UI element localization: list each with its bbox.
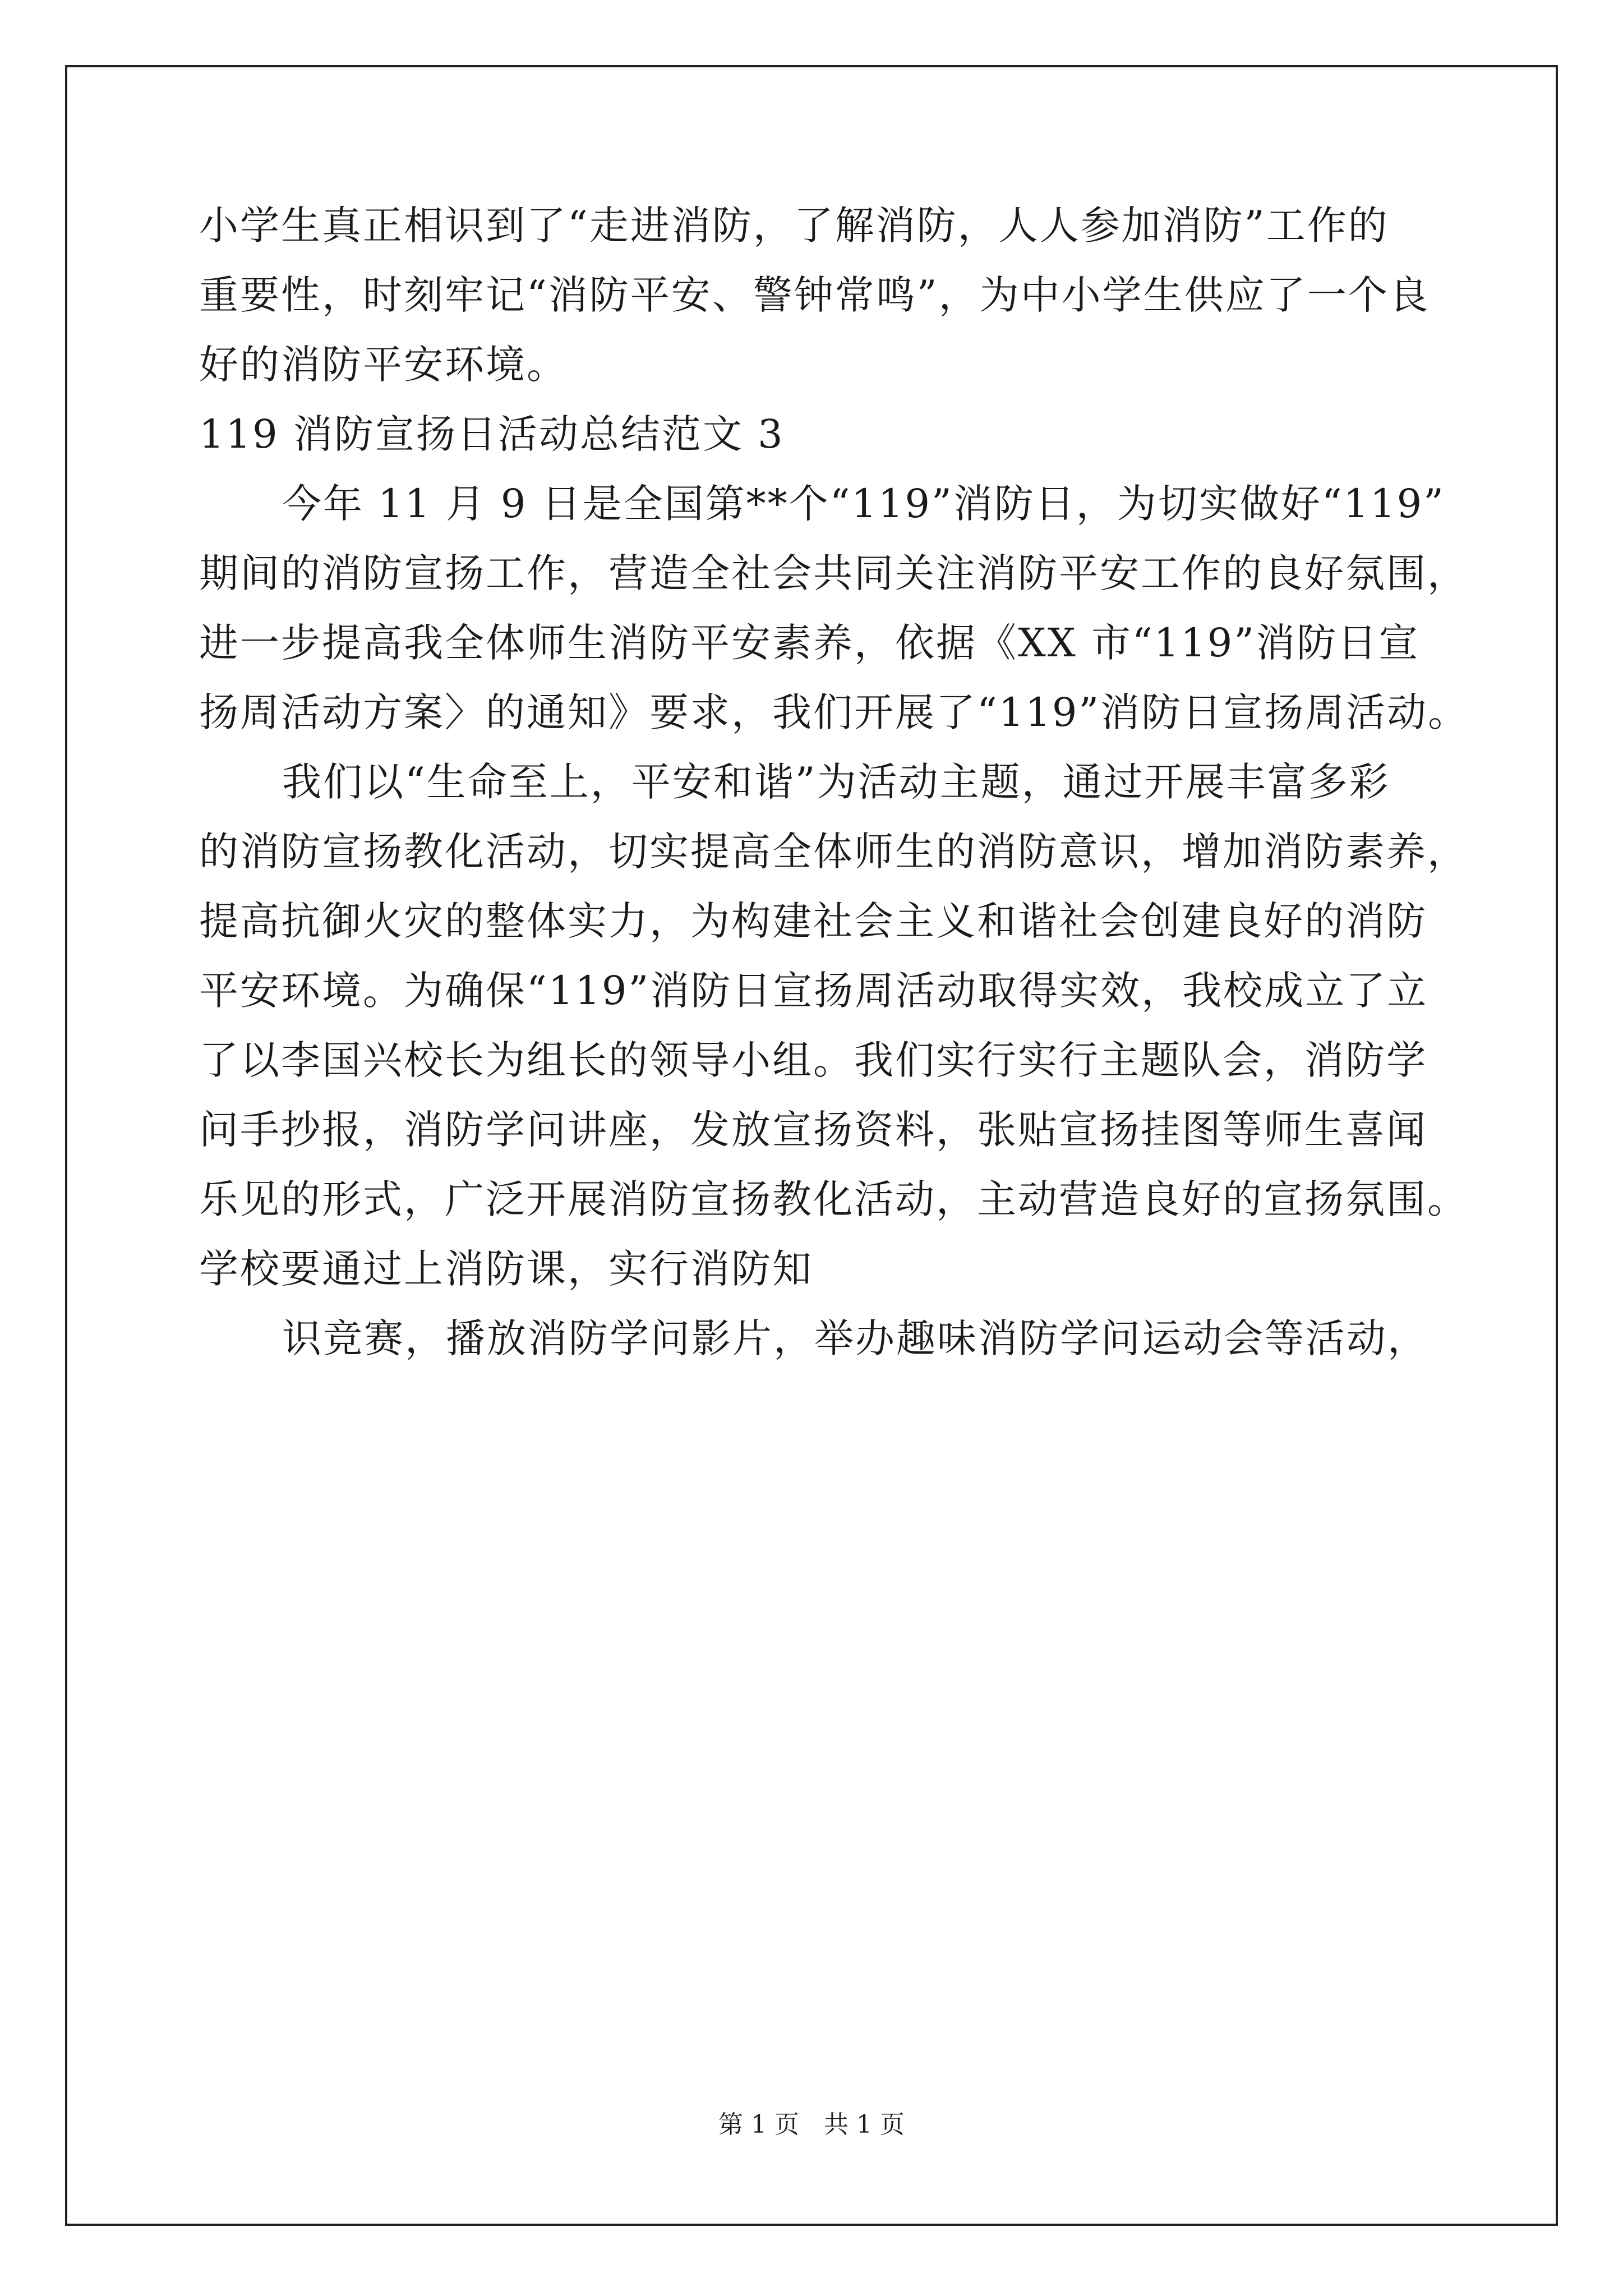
text-line: 的消防宣扬教化活动，切实提高全体师生的消防意识，增加消防素养， [199,829,1468,875]
text-line: 进一步提高我全体师生消防平安素养，依据《XX 市“119”消防日宣 [199,620,1420,666]
text-line: 今年 11 月 9 日是全国第**个“119”消防日，为切实做好“119” [282,481,1445,527]
text-line: 平安环境。为确保“119”消防日宣扬周活动取得实效，我校成立了立 [199,968,1428,1014]
text-line: 期间的消防宣扬工作，营造全社会共同关注消防平安工作的良好氛围， [199,550,1468,596]
text-line: 我们以“生命至上，平安和谐”为活动主题，通过开展丰富多彩 [282,759,1390,805]
text-line: 识竞赛，播放消防学问影片，举办趣味消防学问运动会等活动， [282,1315,1428,1361]
text-line: 提高抗御火灾的整体实力，为构建社会主义和谐社会创建良好的消防 [199,898,1427,944]
text-line: 扬周活动方案〉的通知》要求，我们开展了“119”消防日宣扬周活动。 [199,689,1469,735]
text-line: 了以李国兴校长为组长的领导小组。我们实行实行主题队会，消防学 [199,1037,1427,1083]
section-heading: 119 消防宣扬日活动总结范文 3 [199,411,785,457]
text-line: 问手抄报，消防学问讲座，发放宣扬资料，张贴宣扬挂图等师生喜闻 [199,1107,1427,1153]
text-line: 学校要通过上消防课，实行消防知 [199,1246,813,1292]
page-footer: 第 1 页 共 1 页 [718,2110,905,2139]
text-line: 乐见的形式，广泛开展消防宣扬教化活动，主动营造良好的宣扬氛围。 [199,1176,1468,1222]
text-line: 好的消防平安环境。 [199,342,568,388]
text-line: 小学生真正相识到了“走进消防，了解消防，人人参加消防”工作的 [199,203,1389,249]
text-line: 重要性，时刻牢记“消防平安、警钟常鸣”，为中小学生供应了一个良 [199,272,1430,318]
